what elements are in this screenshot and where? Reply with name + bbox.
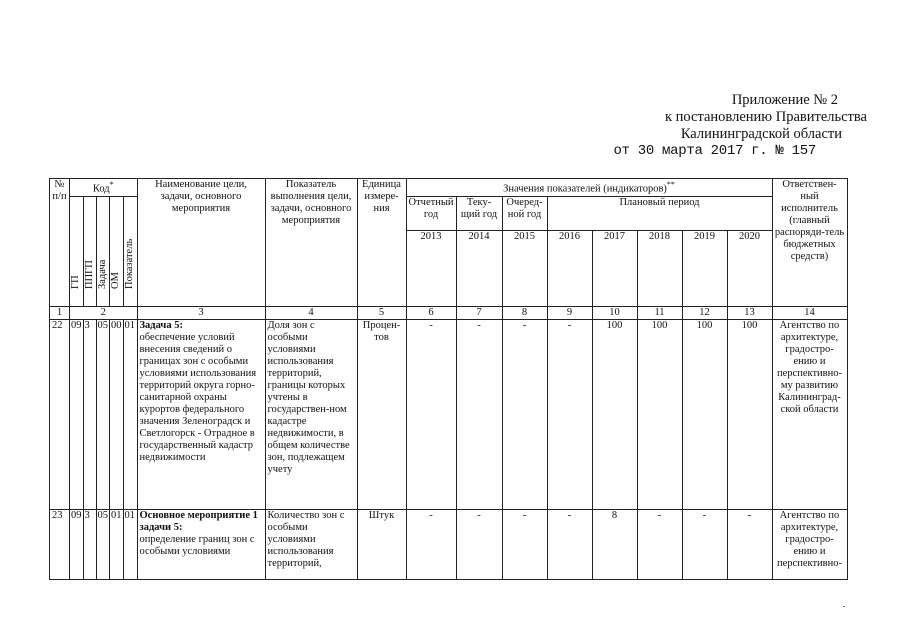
value-2018: - [637,509,682,579]
value-2018: 100 [637,319,682,509]
value-2015: - [502,509,547,579]
year-2018: 2018 [637,230,682,306]
colnum-4: 4 [265,306,357,319]
col-header-name: Наименование цели, задачи, основного мероприятия [137,179,265,307]
row-indicator: Количество зон с особыми условиями использования территорий, [265,509,357,579]
colnum-10: 10 [592,306,637,319]
col-header-num: № п/п [50,179,70,307]
table-row [50,319,848,509]
value-2017: 8 [592,509,637,579]
colnum-11: 11 [637,306,682,319]
row-num: 23 [50,509,70,579]
row-unit: Штук [357,509,406,579]
col-header-code: Код* [70,179,138,197]
col-header-code-gp: ГП [70,196,84,306]
year-2017: 2017 [592,230,637,306]
code-indicator: 01 [123,509,137,579]
row-name-text: определение границ зон с особыми условиями [139,533,255,557]
colnum-3: 3 [137,306,265,319]
col-header-responsible: Ответствен-ный исполнитель (главный распоряди-тель бюджетных средств) [772,179,847,307]
code-gp: 09 [70,509,84,579]
resolution-date: от 30 марта 2017 г. № 157 [613,143,816,159]
region-name: Калининградской области [680,126,842,142]
value-2013: - [406,319,456,509]
value-2014: - [456,319,502,509]
row-indicator: Доля зон с особыми условиями использования территорий, границы которых учтены в государствен-ном кадастре недвижимости, в общем количестве зон, подлежащем учету [265,319,357,509]
colnum-8: 8 [502,306,547,319]
year-2014: 2014 [456,230,502,306]
indicators-table [49,178,848,580]
value-2013: - [406,509,456,579]
value-2015: - [502,319,547,509]
colnum-9: 9 [547,306,592,319]
year-2013: 2013 [406,230,456,306]
resolution-ref: к постановлению Правительства [665,109,867,125]
code-indicator: 01 [123,319,137,509]
col-header-code-ppgp: ППГП [83,196,96,306]
row-unit: Процен-тов [357,319,406,509]
value-2014: - [456,509,502,579]
code-gp: 09 [70,319,84,509]
value-2016: - [547,319,592,509]
colnum-13: 13 [727,306,772,319]
code-om: 01 [110,509,124,579]
row-responsible: Агентство по архитектуре, градостро-ению и перспективно-му развитию Калининград-ской области [772,319,847,509]
row-name [137,319,265,509]
value-2019: - [682,509,727,579]
colnum-2: 2 [70,306,138,319]
row-responsible: Агентство по архитектуре, градостро-ению и перспективно- [772,509,847,579]
value-2019: 100 [682,319,727,509]
row-name-bold: Основное мероприятие 1 задачи 5: [139,509,258,533]
year-2016: 2016 [547,230,592,306]
value-2020: - [727,509,772,579]
row-name-text: обеспечение условий внесения сведений о границах зон с особыми условиями использования территорий округа горно-санитарной охраны курортов федерального значения Зеленоградск и Светлогорск - Отрадное в государственный кадастр недвижимости [139,331,257,463]
year-2019: 2019 [682,230,727,306]
year-2015: 2015 [502,230,547,306]
code-task: 05 [96,509,110,579]
colnum-12: 12 [682,306,727,319]
colnum-14: 14 [772,306,847,319]
value-2017: 100 [592,319,637,509]
scan-speck [843,606,845,607]
document-header [613,92,865,160]
col-header-current: Теку-щий год [456,196,502,230]
code-ppgp: 3 [83,319,96,509]
col-header-code-om: ОМ [110,196,124,306]
code-ppgp: 3 [83,509,96,579]
row-name-bold: Задача 5: [139,319,183,331]
col-header-indicator: Показатель выполнения цели, задачи, основного мероприятия [265,179,357,307]
colnum-5: 5 [357,306,406,319]
code-om: 00 [110,319,124,509]
value-2020: 100 [727,319,772,509]
column-number-row [50,306,848,319]
col-header-unit: Единица измере-ния [357,179,406,307]
col-header-next: Очеред-ной год [502,196,547,230]
table-row [50,509,848,579]
row-name [137,509,265,579]
code-task: 05 [96,319,110,509]
col-header-values: Значения показателей (индикаторов)** [406,179,772,197]
col-header-code-task: Задача [96,196,110,306]
colnum-1: 1 [50,306,70,319]
year-2020: 2020 [727,230,772,306]
colnum-7: 7 [456,306,502,319]
appendix-title: Приложение № 2 [731,92,838,108]
col-header-reported: Отчетный год [406,196,456,230]
value-2016: - [547,509,592,579]
col-header-planned: Плановый период [547,196,772,230]
row-num: 22 [50,319,70,509]
col-header-code-indicator: Показатель [123,196,137,306]
colnum-6: 6 [406,306,456,319]
